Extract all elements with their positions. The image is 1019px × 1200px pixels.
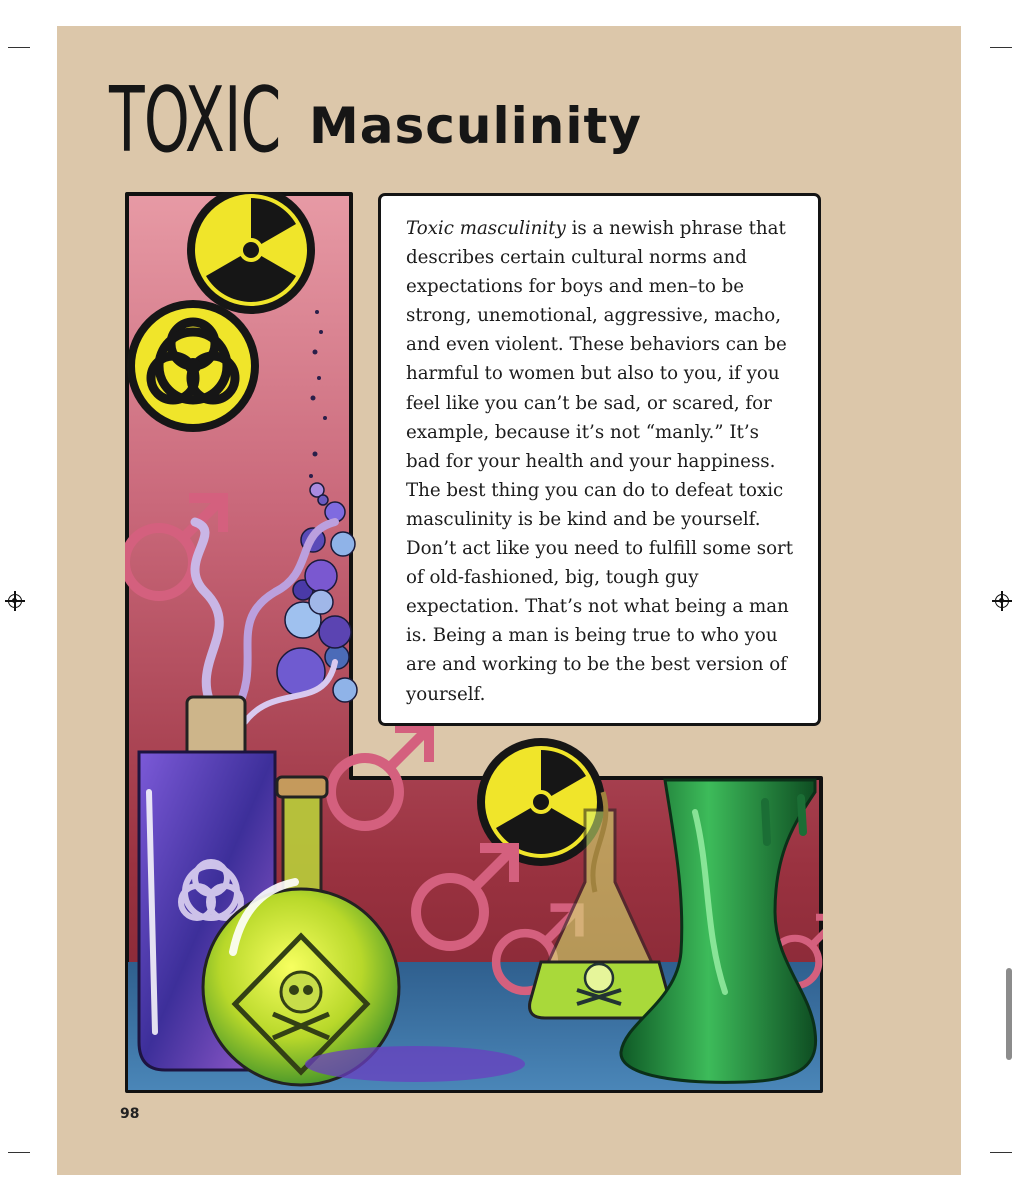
body-rest: is a newish phrase that describes certain cultural norms and expectations for boys and men–to be strong, unemotional, aggressive, macho, and even violent. These behaviors can be harmful to women but also to you, if you feel like you can’t be sad, or scared, for example, because it’s not “manly.” It’s bad for your health and your happiness. The best thing you can do to defeat toxic masculinity is be kind and be yourself. Don’t act like you need to fulfill some sort of old-fashioned, big, tough guy expectation. That’s not what being a man is. Being a man is being true to who you are and working to be the best version of yourself. [406, 218, 794, 705]
title-masculinity: Masculinity [309, 97, 642, 155]
registration-mark-icon [8, 594, 22, 608]
body-paragraph [406, 214, 798, 709]
registration-mark-icon [995, 594, 1009, 608]
biohazard-symbol-icon [127, 300, 259, 432]
book-page [57, 26, 961, 1175]
crop-mark [990, 47, 1012, 48]
crop-mark [8, 47, 30, 48]
text-box [378, 193, 821, 726]
crop-mark [990, 1152, 1012, 1153]
italic-lead: Toxic masculinity [406, 218, 566, 239]
page-number: 98 [120, 1106, 140, 1122]
radiation-symbol-icon [187, 192, 315, 314]
vertical-scrollbar-thumb[interactable] [1006, 968, 1012, 1060]
title-toxic: TOXIC [109, 68, 281, 173]
crop-mark [8, 1152, 30, 1153]
